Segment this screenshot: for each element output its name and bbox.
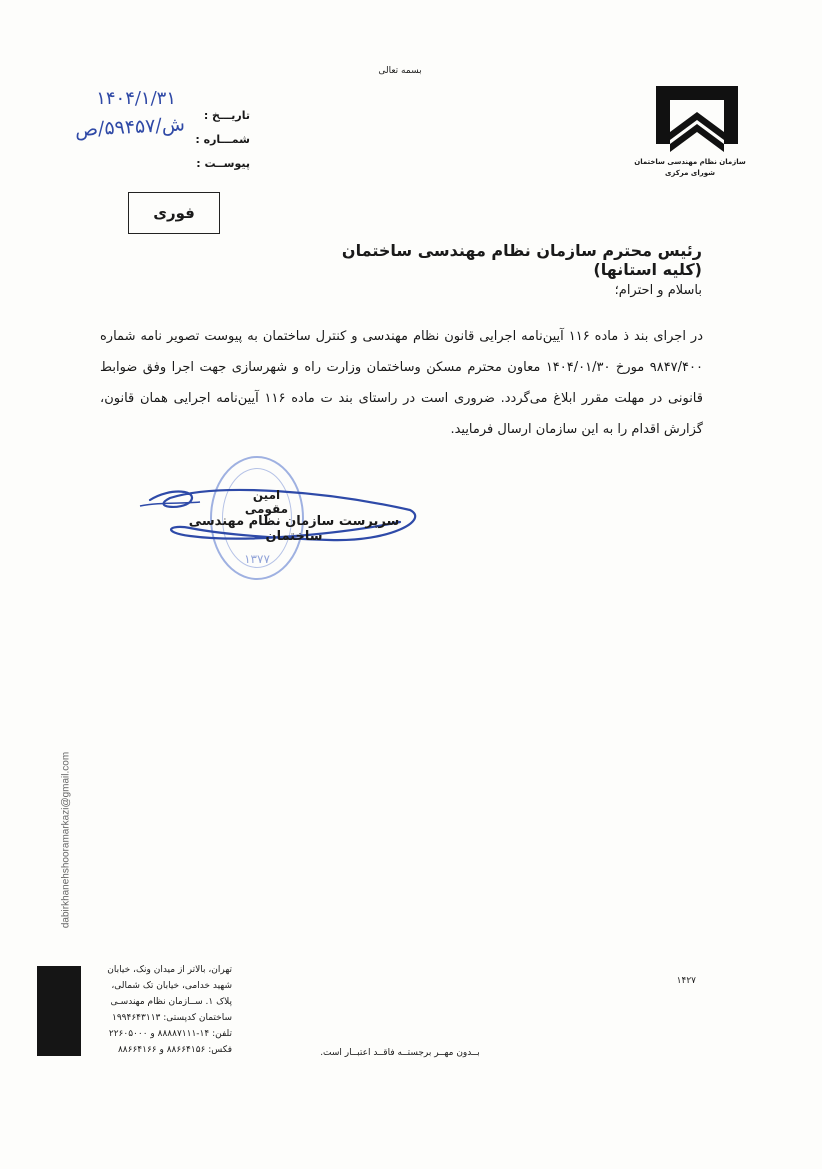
address-line: فکس: ۸۸۶۶۴۱۵۶ و ۸۸۶۶۴۱۶۶	[117, 1045, 232, 1055]
signer-title: سرپرست سازمان نظام مهندسی ساختمان	[188, 514, 400, 544]
number-label: شمـــاره :	[195, 133, 250, 146]
recipient: رئیس محترم سازمان نظام مهندسی ساختمان (کلیه استانها)	[341, 241, 702, 279]
bismillah: بسمه تعالی	[378, 66, 422, 76]
logo-line2: شورای مرکزی	[664, 169, 716, 177]
greeting: باسلام و احترام؛	[614, 283, 702, 298]
handwritten-date: ۱۴۰۴/۱/۳۱	[96, 88, 176, 109]
footer-code: ۱۴۲۷	[676, 976, 696, 986]
logo-line1: سازمان نظام مهندسی ساختمان	[634, 158, 746, 166]
footer-black-bar	[37, 966, 81, 1056]
priority-label: فوری	[153, 204, 195, 222]
address-line: شهید خدامی، خیابان تک شمالی،	[111, 981, 232, 991]
address-line: پلاک ۱. ســازمان نظام مهندسـی	[110, 997, 232, 1007]
scan-header-ghost	[340, 4, 490, 18]
address-line: ساختمان کدپستی: ۱۹۹۴۶۴۳۱۱۳	[112, 1013, 232, 1023]
footer-note: بــدون مهــر برجستــه فاقــد اعتبــار است.	[320, 1048, 480, 1058]
address-line: تلفن: ۱۴-۸۸۸۸۷۱۱۱ و ۲۲۶۰۵۰۰۰	[108, 1029, 232, 1039]
priority-box	[128, 192, 220, 234]
handwritten-number: ش/۵۹۴۵۷/ص	[74, 113, 186, 142]
address-block	[82, 962, 232, 1058]
email-text: dabirkhanehshooramarkazi@gmail.com	[60, 751, 72, 929]
signer-name: امین مقومی	[244, 488, 289, 516]
logo-caption	[630, 157, 750, 179]
email-vertical	[58, 740, 74, 940]
address-line: تهران، بالاتر از میدان ونک، خیابان	[107, 965, 232, 975]
attachment-label: پیوســت :	[196, 157, 250, 170]
stamp-year: ۱۳۷۷	[244, 552, 270, 566]
date-label: تاریـــخ :	[203, 109, 250, 122]
letter-body: در اجرای بند ذ ماده ۱۱۶ آیین‌نامه اجرایی قانون نظام مهندسی و کنترل ساختمان به پیوست تصویر نامه شماره ۹۸۴۷/۴۰۰ مورخ ۱۴۰۴/۰۱/۳۰ معاون محترم مسکن وساختمان وزارت راه و شهرسازی جهت اجرا وفق ضوابط قانونی در مهلت مقرر ابلاغ می‌گردد. ضروری است در راستای بند ت ماده ۱۱۶ آیین‌نامه اجرایی همان قانون، گزارش اقدام را به این سازمان ارسال فرمایید.	[100, 329, 703, 437]
